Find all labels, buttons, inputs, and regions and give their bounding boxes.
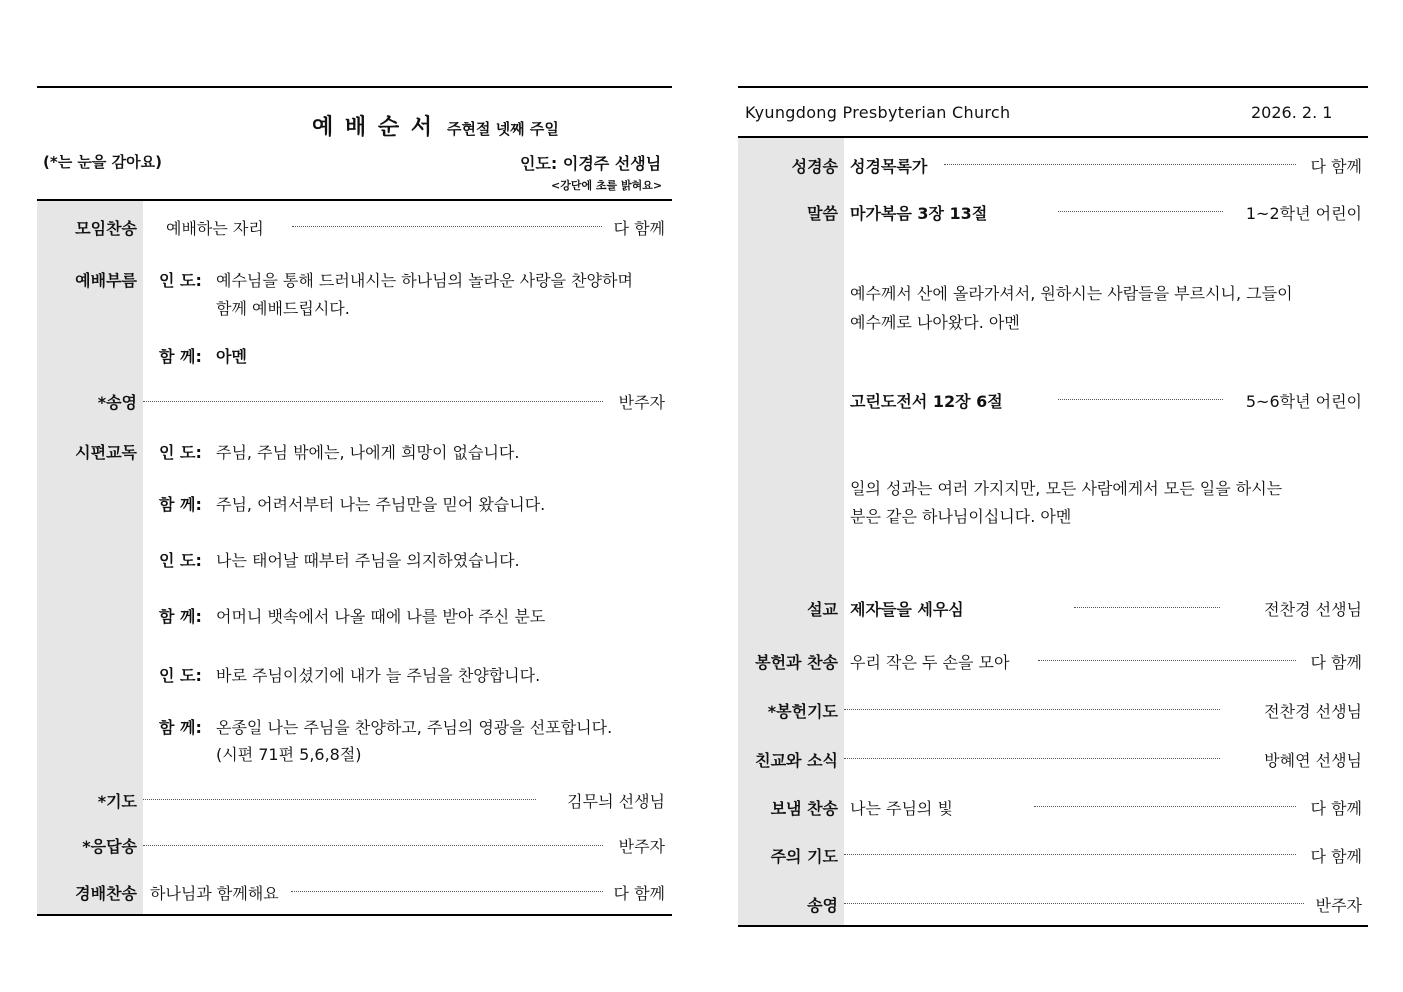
reader: 5~6학년 어린이 [1245,392,1362,411]
row-label: 경배찬송 [75,884,137,903]
performer: 방혜연 선생님 [1264,751,1362,770]
right-bottom-rule [738,925,1368,927]
leader-text: 예수님을 통해 드러내시는 하나님의 놀라운 사랑을 찬양하며 [216,271,633,290]
song-title: 우리 작은 두 손을 모아 [850,653,1010,672]
responsive-tag: 함 께: [159,718,202,737]
page-subtitle: 주현절 넷째 주일 [447,120,559,138]
leader-dots [1058,211,1223,212]
leader-dots [1074,607,1220,608]
leader-tag: 인 도: [159,271,202,290]
song-title: 나는 주님의 빛 [850,799,953,818]
responsive-line: 주님, 어려서부터 나는 주님만을 믿어 왔습니다. [216,495,546,514]
row-label: 주의 기도 [770,847,838,866]
church-name: Kyungdong Presbyterian Church [745,103,1011,122]
performer: 전찬경 선생님 [1264,702,1362,721]
leader-text-cont: 함께 예배드립시다. [216,299,350,318]
psalm-reference: (시편 71편 5,6,8절) [216,745,362,764]
scripture-reference: 고린도전서 12장 6절 [850,392,1003,411]
leader-dots [844,854,1296,855]
responsive-tag: 인 도: [159,666,202,685]
responsive-line: 바로 주님이셨기에 내가 늘 주님을 찬양합니다. [216,666,541,685]
responsive-line: 나는 태어날 때부터 주님을 의지하였습니다. [216,551,520,570]
responsive-tag: 함 께: [159,607,202,626]
leader-dots [944,164,1296,165]
leader-dots [291,891,603,892]
row-label: 친교와 소식 [755,751,838,770]
bulletin-date: 2026. 2. 1 [1251,103,1333,122]
all-text: 아멘 [216,347,247,366]
scripture-text-cont: 분은 같은 하나님이십니다. 아멘 [850,507,1072,526]
responsive-tag: 함 께: [159,495,202,514]
row-label: *송영 [97,393,137,412]
leader-dots [1058,399,1223,400]
performer: 다 함께 [1310,799,1362,818]
row-label: 말씀 [807,204,838,223]
all-tag: 함 께: [159,347,202,366]
left-bottom-rule [37,914,672,916]
scripture-text-cont: 예수께로 나아왔다. 아멘 [850,313,1020,332]
leader-dots [1038,660,1296,661]
performer: 김무늬 선생님 [567,792,665,811]
right-top-rule [738,86,1368,88]
responsive-tag: 인 도: [159,551,202,570]
sermon-title: 제자들을 세우심 [850,600,964,619]
responsive-line: 온종일 나는 주님을 찬양하고, 주님의 영광을 선포합니다. [216,718,613,737]
performer: 반주자 [618,837,665,856]
performer: 다 함께 [613,219,665,238]
row-label: 모임찬송 [75,219,137,238]
row-label: *기도 [97,792,137,811]
responsive-line: 주님, 주님 밖에는, 나에게 희망이 없습니다. [216,443,520,462]
performer: 반주자 [1315,896,1362,915]
scripture-reference: 마가복음 3장 13절 [850,204,988,223]
performer: 반주자 [618,393,665,412]
leader-dots [1034,806,1296,807]
row-label: 보냄 찬송 [770,799,838,818]
row-label: *봉헌기도 [767,702,838,721]
responsive-line: 어머니 뱃속에서 나올 때에 나를 받아 주신 분도 [216,607,546,626]
row-label: 성경송 [791,157,838,176]
song-title: 예배하는 자리 [166,219,264,238]
leader-dots [292,226,602,227]
scripture-text: 예수께서 산에 올라가셔서, 원하시는 사람들을 부르시니, 그들이 [850,284,1293,303]
reader: 1~2학년 어린이 [1245,204,1362,223]
leader-dots [143,401,603,402]
preacher: 전찬경 선생님 [1264,600,1362,619]
leader-dots [844,903,1304,904]
row-label: *응답송 [82,837,137,856]
song-title: 성경목록가 [850,157,928,176]
performer: 다 함께 [1310,157,1362,176]
row-label: 봉헌과 찬송 [755,653,838,672]
scripture-text: 일의 성과는 여러 가지지만, 모든 사람에게서 모든 일을 하시는 [850,479,1283,498]
row-label: 시편교독 [75,443,137,462]
responsive-tag: 인 도: [159,443,202,462]
row-label: 예배부름 [75,271,137,290]
leader-dots [844,709,1220,710]
row-label: 송영 [807,896,838,915]
performer: 다 함께 [613,884,665,903]
leader-info: 인도: 이경주 선생님 [520,154,662,173]
song-title: 하나님과 함께해요 [150,884,279,903]
left-top-rule [37,86,672,88]
eyes-note: (*는 눈을 감아요) [43,153,162,171]
page-title: 예 배 순 서 [312,115,434,140]
row-label: 설교 [807,600,838,619]
performer: 다 함께 [1310,653,1362,672]
leader-dots [143,799,536,800]
leader-dots [844,758,1220,759]
leader-note: <강단에 초를 밝혀요> [551,179,663,192]
performer: 다 함께 [1310,847,1362,866]
leader-dots [143,845,603,846]
